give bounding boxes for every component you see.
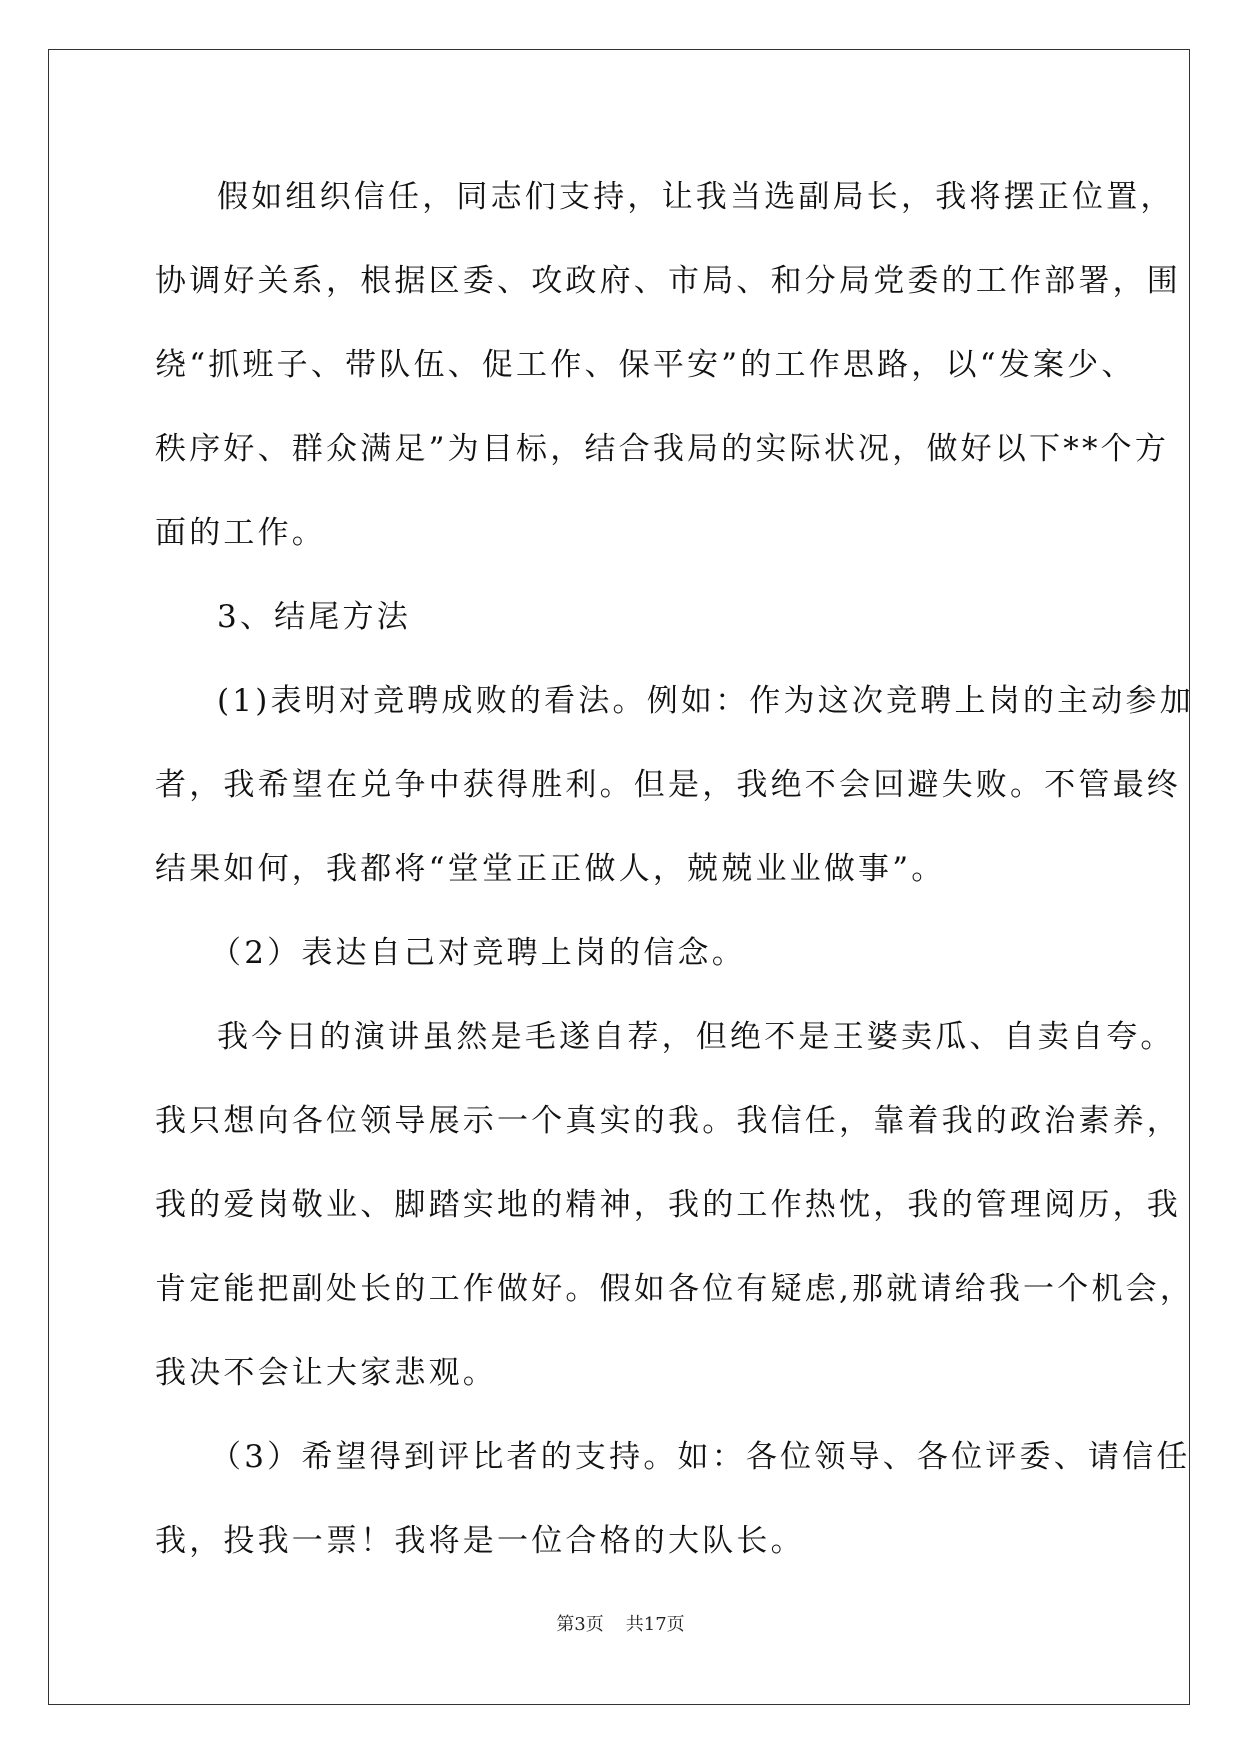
section-heading: 3、结尾方法 — [217, 599, 411, 635]
paragraph-line: 面的工作。 — [155, 515, 326, 551]
document-body — [155, 155, 1195, 1583]
page-total: 共17页 — [625, 1614, 685, 1635]
paragraph-line: 结果如何，我都将“堂堂正正做人，兢兢业业做事”。 — [155, 851, 946, 887]
paragraph-line: （2）表达自己对竞聘上岗的信念。 — [210, 935, 746, 971]
paragraph-line: 我今日的演讲虽然是毛遂自荐，但绝不是王婆卖瓜、自卖自夸。 — [217, 1019, 1175, 1055]
paragraph-line: 协调好关系，根据区委、攻政府、市局、和分局党委的工作部署，围 — [155, 263, 1181, 299]
paragraph-line: 我决不会让大家悲观。 — [155, 1355, 497, 1391]
paragraph-line: 者，我希望在兑争中获得胜利。但是，我绝不会回避失败。不管最终 — [155, 767, 1181, 803]
paragraph-line: (1)表明对竞聘成败的看法。例如：作为这次竞聘上岗的主动参加 — [217, 683, 1194, 719]
paragraph-line: （3）希望得到评比者的支持。如：各位领导、各位评委、请信任 — [210, 1439, 1191, 1475]
paragraph-line: 我，投我一票！我将是一位合格的大队长。 — [155, 1523, 805, 1559]
paragraph-line: 我的爱岗敬业、脚踏实地的精神，我的工作热忱，我的管理阅历，我 — [155, 1187, 1181, 1223]
page-number: 第3页 — [556, 1614, 604, 1635]
paragraph-line: 假如组织信任，同志们支持，让我当选副局长，我将摆正位置， — [217, 179, 1175, 215]
paragraph-line: 肯定能把副处长的工作做好。假如各位有疑虑,那就请给我一个机会， — [155, 1271, 1195, 1307]
page-footer — [0, 1613, 1241, 1637]
paragraph-line: 绕“抓班子、带队伍、促工作、保平安”的工作思路，以“发案少、 — [155, 347, 1136, 383]
paragraph-line: 我只想向各位领导展示一个真实的我。我信任，靠着我的政治素养， — [155, 1103, 1181, 1139]
paragraph-line: 秩序好、群众满足”为目标，结合我局的实际状况，做好以下**个方 — [155, 431, 1170, 467]
